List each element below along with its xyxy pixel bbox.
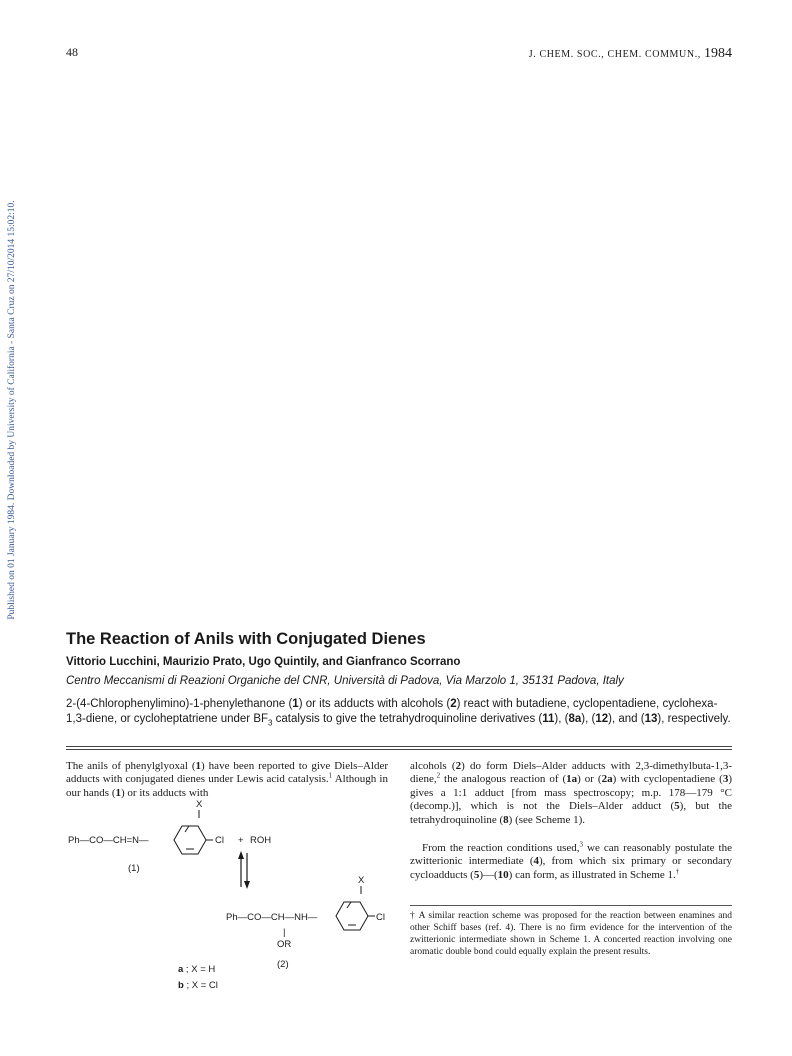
bond-line: | [283, 927, 286, 938]
body-text: the analogous reaction of ( [440, 773, 567, 786]
body-text: ) gives a 1:1 adduct [from mass spectroscopy; m.p. 178—179 °C (decomp.)], which is not the Diels–Alder adduct ( [410, 773, 732, 813]
equilibrium-arrows [238, 851, 250, 889]
compound-ref: 3 [722, 773, 729, 786]
substituent-x-label: X [358, 875, 365, 886]
compound-ref: 1 [292, 698, 299, 710]
substituent-x-label: X [196, 799, 203, 810]
article-title: The Reaction of Anils with Conjugated Dienes [66, 630, 426, 648]
running-head [529, 46, 732, 62]
body-text: ), but the tetrahydroquinoline ( [410, 800, 732, 826]
divider [66, 746, 732, 747]
arrow-head-icon [238, 851, 244, 859]
body-text: alcohols ( [410, 760, 456, 772]
body-text: Although in our hands ( [66, 773, 388, 799]
compound-ref: 2a [601, 773, 613, 786]
abstract-text: ) or its adducts with alcohols ( [298, 698, 451, 710]
download-watermark-text[interactable]: Published on 01 January 1984. Downloaded by University of California - Santa Cruz on 27/10/2014 15:02:10. [7, 200, 17, 620]
abstract-text: ), and ( [608, 712, 645, 725]
reference-mark[interactable]: 3 [579, 840, 584, 849]
subscript: 3 [268, 717, 273, 727]
body-text: ) or its adducts with [121, 786, 209, 799]
divider [66, 749, 732, 750]
compound-ref: 5 [473, 868, 480, 881]
chloro-label: Cl [215, 835, 224, 846]
affiliation: Centro Meccanismi di Reazioni Organiche del CNR, Università di Padova, Via Marzolo 1, 35131 Padova, Italy [66, 675, 624, 687]
double-bond [185, 826, 189, 832]
compound-ref: 1 [195, 760, 202, 772]
body-text: The anils of phenylglyoxal ( [66, 760, 196, 772]
chloro-label: Cl [376, 912, 385, 923]
arrow-head-icon [244, 881, 250, 889]
reference-mark[interactable]: 2 [436, 771, 441, 780]
variant-b-text: ; X = Cl [183, 980, 218, 991]
body-text: ) can form, as illustrated in Scheme 1. [508, 868, 676, 881]
compound-ref: 2 [455, 760, 462, 772]
abstract-text: ), ( [581, 712, 596, 725]
body-text: ) (see Scheme 1). [508, 813, 586, 826]
variant-legend [178, 964, 218, 991]
abstract-text: ) react with butadiene, cyclopentadiene, cyclohexa-1,3-diene, or cycloheptatriene under BF [66, 698, 718, 725]
benzene-ring [336, 902, 368, 930]
anil-chain: Ph—CO—CH=N— [68, 835, 149, 846]
reaction-scheme [60, 795, 390, 1005]
compound-ref: 13 [644, 712, 658, 725]
footnote: † A similar reaction scheme was proposed for the reaction between enamines and other Schiff bases (ref. 4). There is no firm evidence for the intervention of the zwitterionic intermediate shown in Scheme 1. A concerted reaction involving one aromatic double bond could equally explain the present results. [410, 911, 732, 957]
compound-ref: 1 [115, 786, 121, 799]
compound-ref: 5 [674, 800, 680, 813]
body-text: ) or ( [577, 773, 602, 786]
benzene-ring [174, 826, 206, 854]
abstract-text: catalysis to give the tetrahydroquinoline derivatives ( [272, 712, 543, 725]
variant-a-letter: a [178, 964, 184, 975]
download-watermark [2, 185, 22, 635]
journal-year: 1984 [704, 46, 732, 61]
compound-ref: 1a [566, 773, 578, 786]
variant-a-text: ; X = H [183, 964, 216, 975]
body-text: ) do form Diels–Alder adducts with 2,3-dimethylbuta-1,3-diene, [410, 760, 732, 786]
abstract-text: 2-(4-Chlorophenylimino)-1-phenylethanone ( [66, 698, 293, 710]
body-paragraph-right-1 [410, 760, 732, 827]
body-text: )—( [479, 868, 498, 881]
compound-ref: 8 [503, 813, 509, 826]
adduct-chain: Ph—CO—CH—NH— [226, 912, 318, 923]
body-text: we can reasonably postulate the zwitterionic intermediate ( [410, 842, 732, 868]
abstract-text: ), respectively. [657, 712, 731, 725]
author-list: Vittorio Lucchini, Maurizio Prato, Ugo Quintily, and Gianfranco Scorrano [66, 656, 461, 668]
body-text: ) have been reported to give Diels–Alder adducts with conjugated dienes under Lewis acid catalysis. [66, 760, 388, 786]
reference-mark[interactable]: 1 [328, 771, 333, 780]
footnote-divider [410, 905, 732, 906]
body-text: ), from which six primary or secondary cycloadducts ( [410, 855, 732, 881]
variant-b-letter: b [178, 980, 184, 991]
body-paragraph-right-2 [410, 842, 732, 882]
variant-b [178, 980, 218, 991]
alkoxy-label: OR [277, 939, 292, 950]
compound-ref: 11 [542, 712, 555, 725]
compound-label-2: (2) [277, 959, 289, 970]
compound-ref: 12 [595, 712, 609, 725]
compound-ref: 4 [533, 855, 539, 868]
plus-sign: + [238, 835, 244, 846]
double-bond [347, 902, 351, 908]
compound-2 [226, 875, 385, 970]
compound-ref: 2 [450, 698, 457, 710]
footnote-mark[interactable]: † [675, 867, 680, 876]
compound-ref: 10 [497, 868, 509, 881]
compound-label-1: (1) [128, 863, 140, 874]
body-text: ) with cyclopentadiene ( [612, 773, 723, 786]
variant-a [178, 964, 215, 975]
alcohol-label: ROH [250, 835, 272, 846]
body-text: From the reaction conditions used, [422, 842, 580, 854]
page-number: 48 [66, 45, 78, 59]
abstract-text: ), ( [554, 712, 569, 725]
journal-name: J. CHEM. SOC., CHEM. COMMUN., [528, 49, 704, 60]
compound-ref: 8a [568, 712, 582, 725]
abstract [66, 697, 732, 726]
